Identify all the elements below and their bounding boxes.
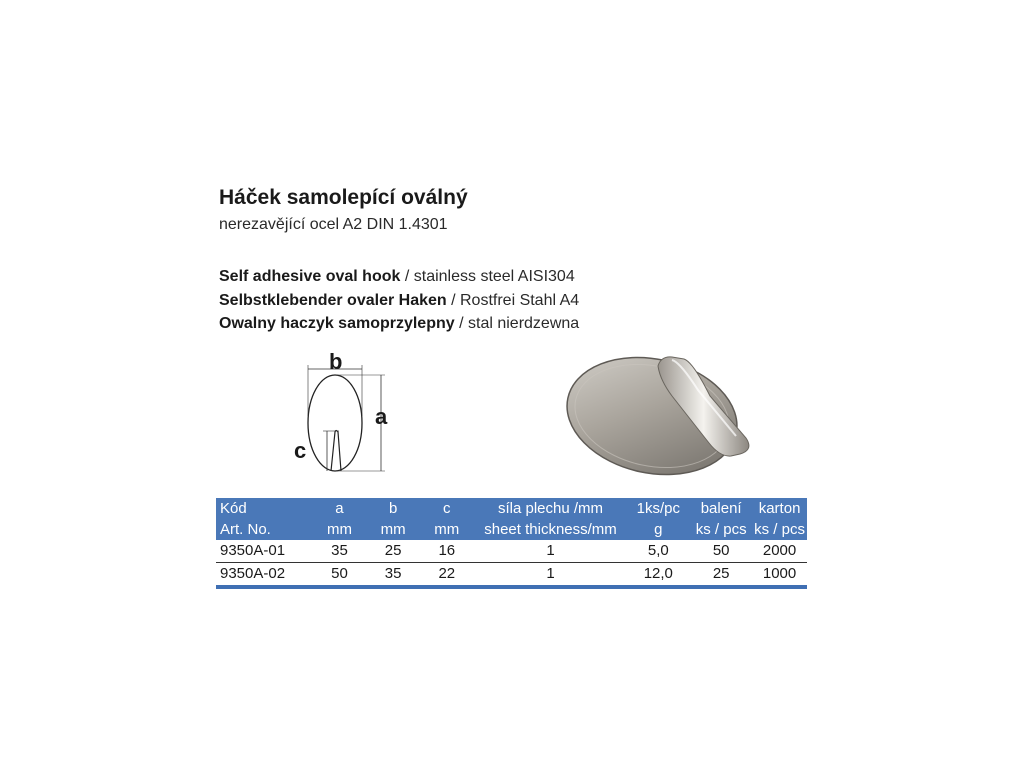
cell-thickness: 1 (475, 563, 627, 588)
german-material: / Rostfrei Stahl A4 (446, 292, 580, 309)
german-description (219, 292, 579, 310)
header-unit: ks / pcs (695, 521, 747, 538)
cell-package: 50 (690, 540, 752, 563)
header-unit: mm (326, 521, 352, 538)
header-unit: mm (380, 521, 406, 538)
cell-thickness: 1 (475, 540, 627, 563)
hook-tab (331, 431, 341, 472)
table-row (216, 540, 807, 563)
header-package: balení (700, 500, 742, 517)
product-subtitle: nerezavějící ocel A2 DIN 1.4301 (219, 216, 448, 233)
polish-name: Owalny haczyk samoprzylepny (219, 315, 455, 332)
cell-code: 9350A-01 (216, 540, 312, 563)
hook-outline (308, 375, 362, 471)
dimension-diagram (285, 346, 405, 476)
cell-carton: 2000 (752, 540, 807, 563)
header-a: a (335, 500, 344, 517)
header-c: c (443, 500, 451, 517)
header-art-no: Art. No. (220, 521, 271, 538)
cell-c: 16 (419, 540, 475, 563)
cell-b: 25 (367, 540, 419, 563)
spec-table (216, 498, 807, 589)
german-name: Selbstklebender ovaler Haken (219, 292, 447, 309)
label-b: b (329, 349, 343, 374)
english-name: Self adhesive oval hook (219, 268, 401, 285)
table-row (216, 563, 807, 588)
english-material: / stainless steel AISI304 (400, 268, 575, 285)
header-unit: ks / pcs (754, 521, 805, 538)
polish-material: / stal nierdzewna (454, 315, 580, 332)
english-description (219, 268, 575, 286)
label-a: a (375, 404, 388, 429)
cell-weight: 12,0 (626, 563, 690, 588)
header-thickness: síla plechu /mm (497, 500, 604, 517)
header-unit: mm (434, 521, 460, 538)
polish-description (219, 315, 579, 333)
header-unit: g (654, 521, 663, 538)
header-b: b (388, 500, 398, 517)
cell-weight: 5,0 (626, 540, 690, 563)
cell-carton: 1000 (752, 563, 807, 588)
table-header-row (216, 498, 807, 519)
cell-code: 9350A-02 (216, 563, 312, 588)
cell-a: 35 (312, 540, 368, 563)
header-thickness-en: sheet thickness/mm (484, 521, 617, 538)
product-photo (560, 350, 770, 480)
cell-c: 22 (419, 563, 475, 588)
header-weight: 1ks/pc (636, 500, 680, 517)
cell-package: 25 (690, 563, 752, 588)
cell-b: 35 (367, 563, 419, 588)
product-title: Háček samolepící oválný (219, 186, 468, 209)
header-code: Kód (220, 500, 247, 517)
header-carton: karton (758, 500, 801, 517)
cell-a: 50 (312, 563, 368, 588)
table-header-row (216, 519, 807, 540)
label-c: c (294, 438, 307, 463)
